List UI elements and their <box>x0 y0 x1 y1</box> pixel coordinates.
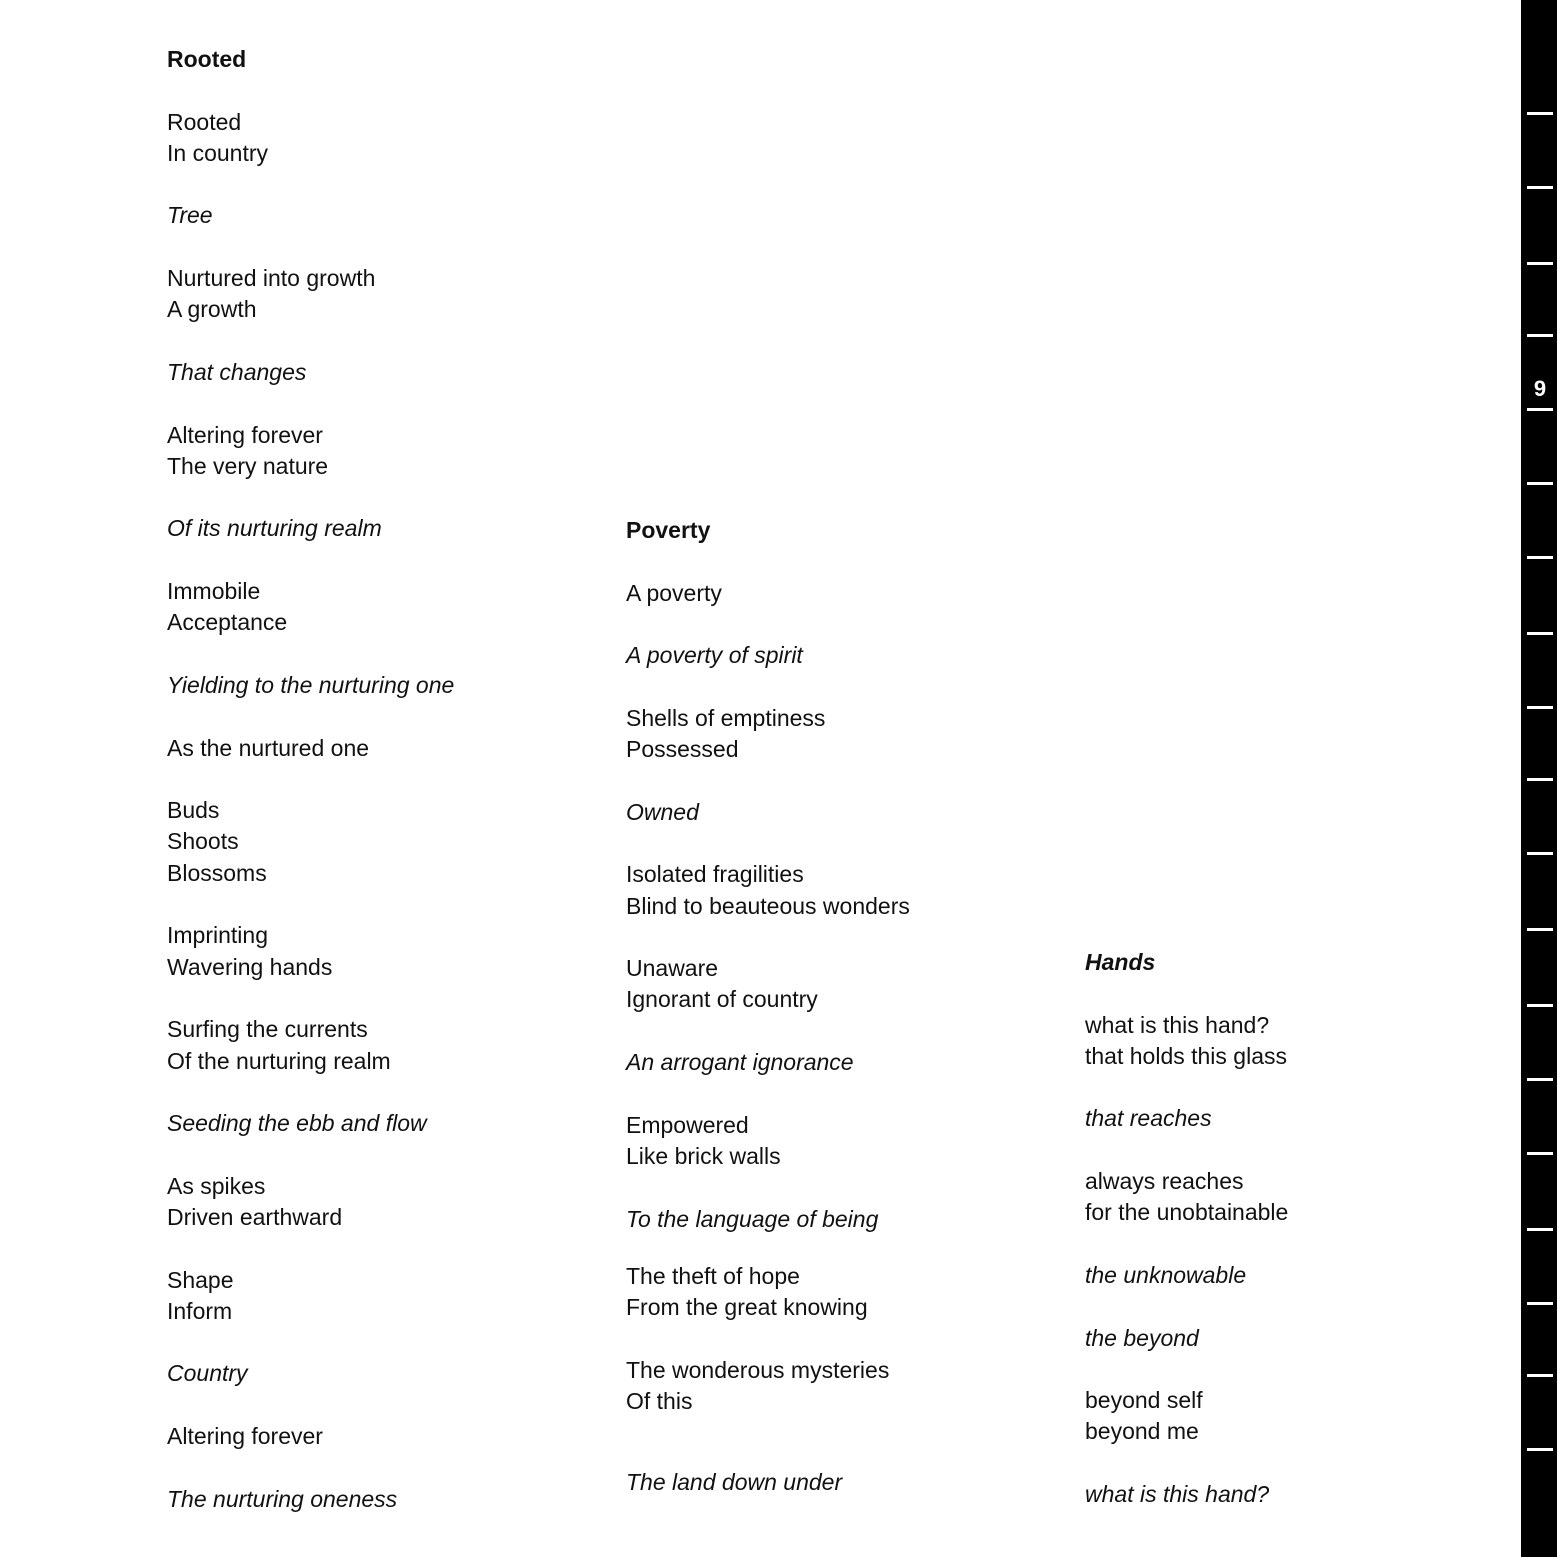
poem-line: Empowered <box>626 1111 749 1138</box>
poem-title: Rooted <box>167 46 247 72</box>
poem-line: The nurturing oneness <box>167 1485 398 1512</box>
poem-line: the beyond <box>1085 1324 1199 1351</box>
poem-body <box>626 578 1046 1499</box>
stanza <box>167 513 587 544</box>
poem-line: Surfing the currents <box>167 1016 368 1043</box>
stanza <box>626 640 1046 671</box>
stanza <box>626 1261 1046 1324</box>
stanza <box>167 1421 587 1452</box>
poem-line: always reaches <box>1085 1168 1244 1195</box>
stanza <box>1085 1323 1485 1354</box>
thumb-index-tick <box>1527 408 1553 411</box>
poem-line: the unknowable <box>1085 1261 1247 1288</box>
poem-line: Seeding the ebb and flow <box>167 1110 427 1137</box>
poem-line: A poverty <box>626 579 722 606</box>
poem-title: Poverty <box>626 517 711 543</box>
thumb-index-tick <box>1527 262 1553 265</box>
stanza <box>167 1265 587 1328</box>
stanza <box>167 576 587 639</box>
poem-line: Shoots <box>167 828 239 855</box>
poem-line: To the language of being <box>626 1205 879 1232</box>
page-number: 9 <box>1533 376 1547 401</box>
thumb-index-tick <box>1527 1448 1553 1451</box>
thumb-index-tick <box>1527 1004 1553 1007</box>
poem-line: Of this <box>626 1388 693 1415</box>
poem-line: From the great knowing <box>626 1294 868 1321</box>
thumb-index-tick <box>1527 112 1553 115</box>
poem-line: The very nature <box>167 452 329 479</box>
stanza <box>167 795 587 889</box>
poem-line: for the unobtainable <box>1085 1199 1289 1226</box>
stanza <box>167 107 587 170</box>
poem-line: Altering forever <box>167 1423 323 1450</box>
stanza <box>626 1204 1046 1235</box>
poem-poverty <box>626 515 1046 1499</box>
stanza <box>167 200 587 231</box>
poem-line: Acceptance <box>167 609 288 636</box>
poem-title: Hands <box>1085 949 1156 975</box>
stanza <box>626 1047 1046 1078</box>
poem-line: As spikes <box>167 1172 266 1199</box>
thumb-index-tick <box>1527 928 1553 931</box>
poem-line: Country <box>167 1360 248 1387</box>
poem-line: Buds <box>167 797 220 824</box>
stanza <box>167 920 587 983</box>
stanza <box>626 1467 1046 1498</box>
poem-line: In country <box>167 139 268 166</box>
stanza <box>167 420 587 483</box>
stanza <box>626 578 1046 609</box>
stanza <box>167 733 587 764</box>
thumb-index-tick <box>1527 1078 1553 1081</box>
stanza <box>167 263 587 326</box>
thumb-index-tick <box>1527 778 1553 781</box>
thumb-index-tick <box>1527 334 1553 337</box>
thumb-index-tick <box>1527 482 1553 485</box>
poem-hands <box>1085 947 1485 1510</box>
poem-line: Ignorant of country <box>626 986 818 1013</box>
poem-line: The theft of hope <box>626 1262 800 1289</box>
poem-line: A growth <box>167 296 257 323</box>
stanza <box>1085 1166 1485 1229</box>
poem-line: Of its nurturing realm <box>167 515 382 542</box>
poem-line: That changes <box>167 358 307 385</box>
stanza <box>1085 1010 1485 1073</box>
poem-line: The wonderous mysteries <box>626 1356 890 1383</box>
poem-line: beyond self <box>1085 1387 1203 1414</box>
poem-line: As the nurtured one <box>167 734 370 761</box>
stanza <box>1085 1385 1485 1448</box>
poem-body <box>1085 1010 1485 1511</box>
poem-line: Blind to beauteous wonders <box>626 892 910 919</box>
poem-body <box>167 107 587 1515</box>
poem-line: Possessed <box>626 736 739 763</box>
poem-line: Like brick walls <box>626 1142 781 1169</box>
poem-line: Shape <box>167 1266 234 1293</box>
stanza <box>626 797 1046 828</box>
thumb-index-tick <box>1527 1302 1553 1305</box>
stanza <box>167 1484 587 1515</box>
thumb-index-tick <box>1527 186 1553 189</box>
stanza <box>626 1355 1046 1418</box>
poem-line: Yielding to the nurturing one <box>167 671 455 698</box>
stanza <box>167 1108 587 1139</box>
poem-line: The land down under <box>626 1469 843 1496</box>
poem-line: Altering forever <box>167 421 323 448</box>
thumb-index-tick <box>1527 1228 1553 1231</box>
poem-line: what is this hand? <box>1085 1481 1270 1508</box>
stanza <box>626 953 1046 1016</box>
poem-line: what is this hand? <box>1085 1011 1270 1038</box>
poem-line: Driven earthward <box>167 1203 343 1230</box>
poem-line: Of the nurturing realm <box>167 1047 391 1074</box>
poem-line: Blossoms <box>167 859 267 886</box>
poem-line: that reaches <box>1085 1105 1212 1132</box>
poem-line: An arrogant ignorance <box>626 1049 854 1076</box>
poem-rooted <box>167 44 587 1515</box>
thumb-index-tick <box>1527 852 1553 855</box>
stanza <box>167 1358 587 1389</box>
poem-line: A poverty of spirit <box>626 642 803 669</box>
poem-line: Imprinting <box>167 922 268 949</box>
stanza <box>626 859 1046 922</box>
poem-line: Rooted <box>167 108 242 135</box>
stanza <box>167 357 587 388</box>
poem-line: Isolated fragilities <box>626 861 804 888</box>
stanza <box>167 1014 587 1077</box>
poem-line: Immobile <box>167 578 261 605</box>
stanza <box>1085 1260 1485 1291</box>
poem-line: Shells of emptiness <box>626 704 826 731</box>
stanza <box>1085 1103 1485 1134</box>
poem-line: that holds this glass <box>1085 1042 1288 1069</box>
stanza <box>626 1110 1046 1173</box>
stanza <box>167 670 587 701</box>
poem-line: Owned <box>626 798 699 825</box>
poem-line: Inform <box>167 1297 233 1324</box>
poem-line: Wavering hands <box>167 953 333 980</box>
thumb-index-tick <box>1527 556 1553 559</box>
stanza <box>626 703 1046 766</box>
poem-line: Nurtured into growth <box>167 265 376 292</box>
thumb-index-tick <box>1527 632 1553 635</box>
thumb-index-tick <box>1527 706 1553 709</box>
stanza <box>167 1171 587 1234</box>
stanza <box>1085 1479 1485 1510</box>
poem-line: Unaware <box>626 955 719 982</box>
poem-line: beyond me <box>1085 1418 1199 1445</box>
thumb-index-tick <box>1527 1152 1553 1155</box>
thumb-index-tick <box>1527 1374 1553 1377</box>
poem-line: Tree <box>167 202 213 229</box>
